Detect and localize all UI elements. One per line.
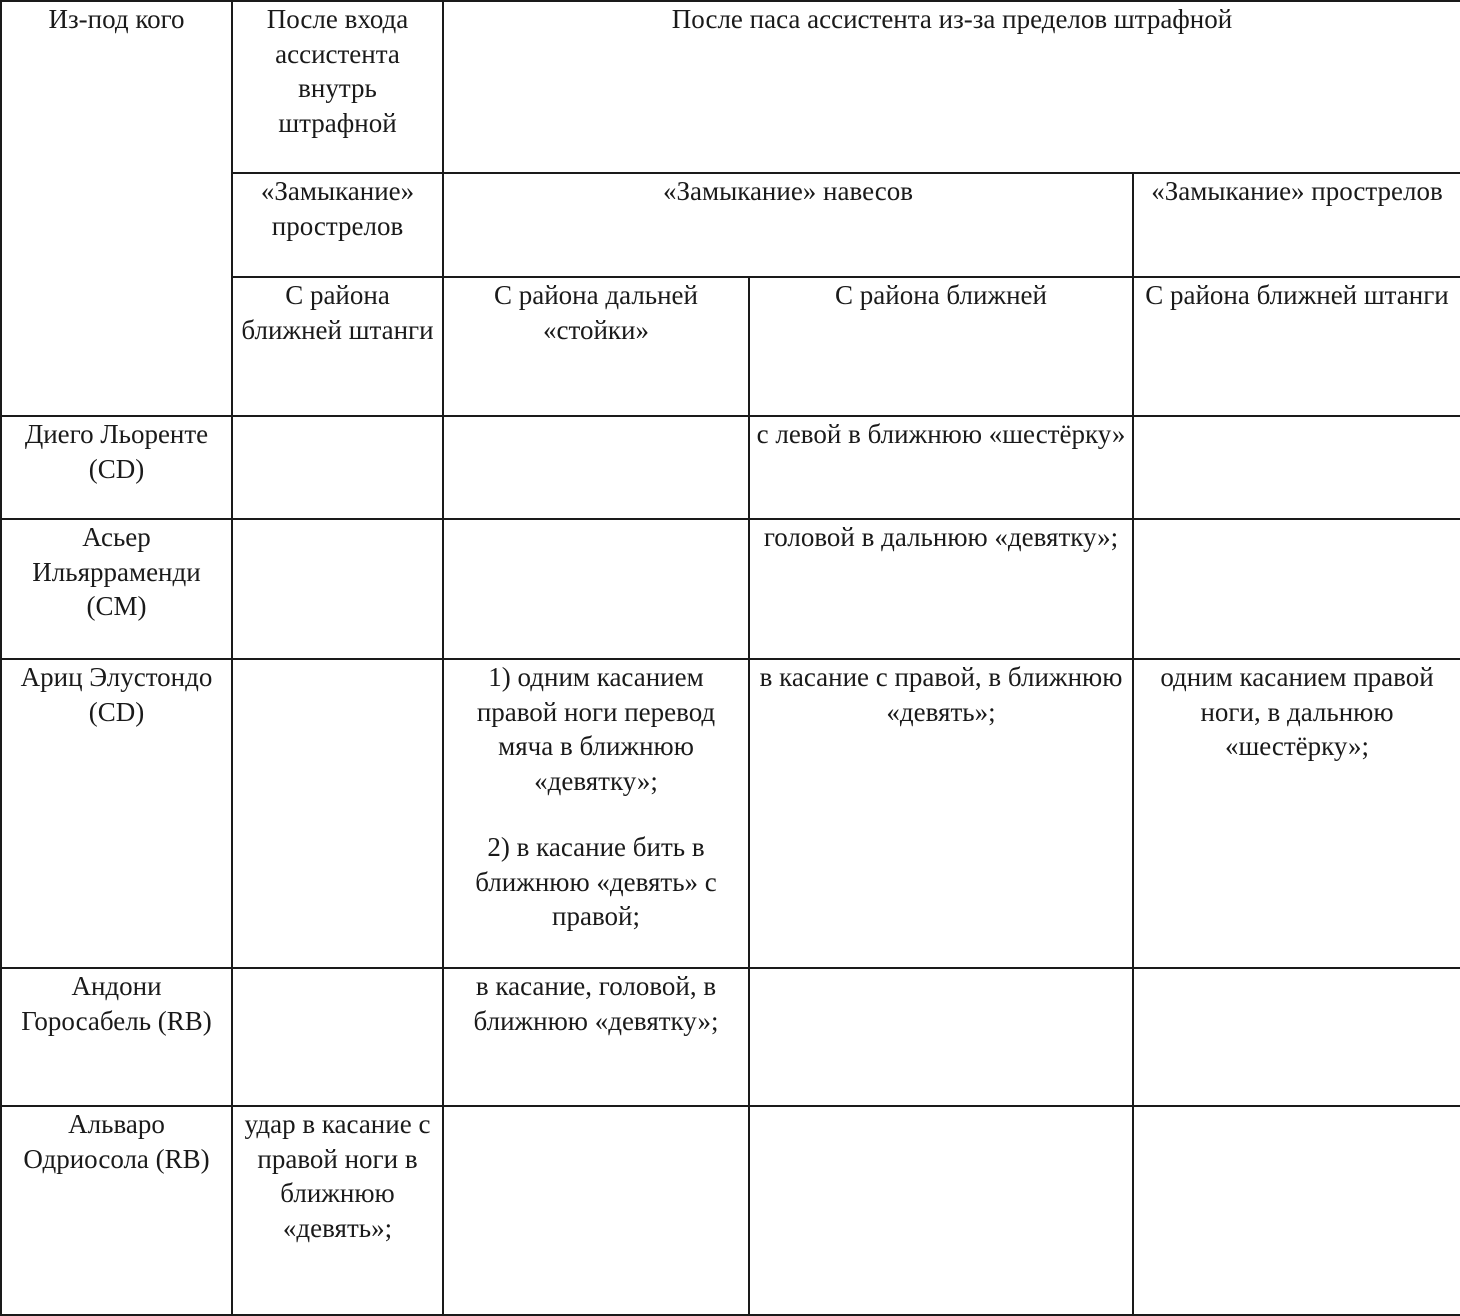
table-cell	[749, 416, 1133, 519]
table-cell	[1133, 968, 1460, 1106]
table-cell	[749, 659, 1133, 968]
header-row-1	[1, 1, 1460, 173]
cell-paragraph: 2) в касание бить в ближнюю «девять» с правой;	[475, 832, 717, 931]
table-cell	[1133, 659, 1460, 968]
header-outside-box-group: После паса ассистента из-за пределов штрафной	[671, 4, 1233, 34]
player-name: Диего Льоренте (CD)	[24, 419, 209, 484]
header-zone-cell	[1133, 277, 1460, 416]
table-cell	[443, 968, 749, 1106]
table-cell	[232, 416, 443, 519]
player-name: Асьер Ильярраменди (CM)	[32, 522, 201, 621]
header-zone-near-post-outside: С района ближней штанги	[1145, 280, 1449, 310]
table-row	[1, 1106, 1460, 1315]
header-zone-near: С района ближней	[835, 280, 1047, 310]
player-cell	[1, 968, 232, 1106]
table-cell	[232, 659, 443, 968]
table-cell	[232, 968, 443, 1106]
table-cell	[749, 968, 1133, 1106]
header-zone-cell	[232, 277, 443, 416]
table-cell	[1133, 416, 1460, 519]
table-row	[1, 416, 1460, 519]
header-inside-box-group: После входа ассистента внутрь штрафной	[266, 4, 409, 138]
table-cell	[443, 416, 749, 519]
cell-text: в касание, головой, в ближнюю «девятку»;	[473, 971, 719, 1036]
table-row	[1, 519, 1460, 659]
cell-text: с левой в ближнюю «шестёрку»	[756, 419, 1126, 449]
header-zone-near-post: С района ближней штанги	[241, 280, 434, 345]
table-cell	[232, 1106, 443, 1315]
header-outside-cutbacks-cell	[1133, 173, 1460, 277]
table-cell	[749, 1106, 1133, 1315]
table-row	[1, 968, 1460, 1106]
player-cell	[1, 659, 232, 968]
table-cell	[232, 519, 443, 659]
header-outside-box-cell	[443, 1, 1460, 173]
table-row	[1, 659, 1460, 968]
player-name: Андони Горосабель (RB)	[21, 971, 212, 1036]
cell-paragraph: 1) одним касанием правой ноги перевод мяча в ближнюю «девятку»;	[476, 662, 716, 796]
table-cell	[443, 519, 749, 659]
cell-text: удар в касание с правой ноги в ближнюю «девять»;	[244, 1109, 431, 1243]
header-zone-far-post: С района дальней «стойки»	[493, 280, 698, 345]
header-zone-cell	[443, 277, 749, 416]
player-cell	[1, 519, 232, 659]
header-inside-cutbacks-cell	[232, 173, 443, 277]
cell-text: головой в дальнюю «девятку»;	[763, 522, 1119, 552]
header-inside-box-cell	[232, 1, 443, 173]
header-corner: Из-под кого	[48, 4, 185, 34]
header-outside-cutbacks: «Замыкание» прострелов	[1151, 176, 1443, 206]
player-name: Альваро Одриосола (RB)	[23, 1109, 210, 1174]
cell-text: в касание с правой, в ближнюю «девять»;	[759, 662, 1123, 727]
table-cell	[1133, 1106, 1460, 1315]
cell-text: одним касанием правой ноги, в дальнюю «шестёрку»;	[1160, 662, 1434, 761]
header-crosses: «Замыкание» навесов	[663, 176, 913, 206]
player-cell	[1, 416, 232, 519]
table-cell	[443, 659, 749, 968]
header-inside-cutbacks: «Замыкание» прострелов	[260, 176, 415, 241]
header-crosses-cell	[443, 173, 1133, 277]
header-corner-cell	[1, 1, 232, 416]
player-name: Ариц Элустондо (CD)	[20, 662, 213, 727]
table-cell	[1133, 519, 1460, 659]
table-cell	[749, 519, 1133, 659]
header-zone-cell	[749, 277, 1133, 416]
player-cell	[1, 1106, 232, 1315]
table-cell	[443, 1106, 749, 1315]
